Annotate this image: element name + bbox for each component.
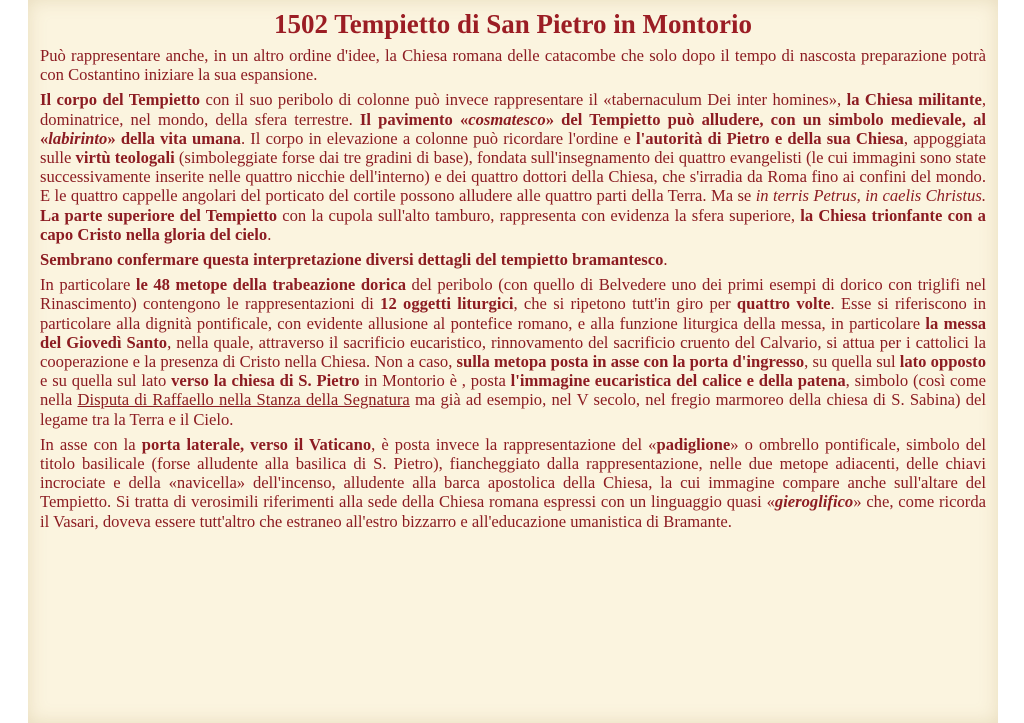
text-run: labirinto <box>48 128 108 148</box>
document-page <box>28 0 998 723</box>
paragraph-2 <box>40 90 986 244</box>
text-run: , nella quale, attraverso il sacrificio eucaristico, rinnovamento del sacrificio cruento del Calvario, si attua per i cattolici la cooperazione e la presenza di Cristo nella Chiesa. Non a caso, <box>40 332 986 372</box>
text-run: in Montorio è , posta <box>359 371 511 391</box>
text-run: la messa del Giovedì Santo <box>40 313 986 352</box>
text-run: 12 oggetti liturgici <box>380 294 514 314</box>
text-run: del peribolo (con quello di Belvedere uno dei primi esempi di dorico con triglifi nel Rinascimento) contengono le rappresentazioni di <box>40 275 986 314</box>
document-body <box>28 46 998 531</box>
text-run: . Il corpo in elevazione a colonne può ricordare l'ordine e <box>240 128 637 148</box>
text-run: l'immagine eucaristica del calice e della patena <box>510 371 846 391</box>
text-run: , che si ripetono tutt'in giro per <box>513 294 737 314</box>
text-run: con il suo peribolo di colonne può invece rappresentare il «tabernaculum Dei inter homines», <box>200 90 847 110</box>
text-run: la Chiesa militante <box>846 90 982 110</box>
underlined-reference: Disputa di Raffaello nella Stanza della Segnatura <box>77 390 410 410</box>
paragraph-4 <box>40 275 986 429</box>
text-run: verso la chiesa di S. Pietro <box>171 371 360 391</box>
text-run: in terris Petrus, in caelis Christus. <box>755 186 986 206</box>
text-run: la Chiesa trionfante con a capo Cristo nella gloria del cielo <box>40 205 986 244</box>
text-run: Sembrano confermare questa interpretazione diversi dettagli del tempietto bramantesco <box>40 250 664 270</box>
text-run: » della vita umana <box>107 128 241 148</box>
text-run: La parte superiore del Tempietto <box>40 205 278 225</box>
text-run: virtù teologali <box>75 148 175 168</box>
text-run: In particolare <box>40 275 136 295</box>
text-run: e su quella sul lato <box>40 371 172 391</box>
text-run: le 48 metope della trabeazione dorica <box>135 275 406 295</box>
page-title: 1502 Tempietto di San Pietro in Montorio <box>273 9 752 39</box>
text-run: con la cupola sull'alto tamburo, rappresenta con evidenza la sfera superiore, <box>277 205 801 225</box>
text-run: , appoggiata sulle <box>40 128 986 168</box>
text-run: sulla metopa posta in asse con la porta d'ingresso <box>456 352 805 372</box>
text-run: . <box>267 224 272 244</box>
paragraph-5 <box>40 435 986 531</box>
text-run: Può rappresentare anche, in un altro ordine d'idee, la Chiesa romana delle catacombe che solo dopo il tempo di nascosta preparazione potrà con Costantino iniziare la sua espansione. <box>40 46 986 85</box>
text-run: Il corpo del Tempietto <box>40 90 201 110</box>
text-run: . <box>663 250 668 270</box>
text-run: » del Tempietto può alludere, con un simbolo medievale, al « <box>40 109 987 148</box>
text-run: Il pavimento « <box>359 109 469 129</box>
paragraph-1 <box>40 46 986 84</box>
text-run: . Esse si riferiscono in particolare alla dignità pontificale, con evidente allusione al pontefice romano, e alla funzione liturgica della messa, in particolare <box>40 294 987 333</box>
text-run: In asse con la <box>40 434 142 454</box>
text-run: , simbolo (così come nella <box>40 371 986 410</box>
text-run: , è posta invece la rappresentazione del « <box>371 434 657 454</box>
text-run: » o ombrello pontificale, simbolo del titolo basilicale (forse alludente alla basilica di S. Pietro), fiancheggiato dalla rappresentazione, nelle due metope adiacenti, delle chiavi incrociate e della «navicella» dell'incenso, alludente alla barca apostolica della Chiesa, la cui immagine compare anche sull'altare del Tempietto. Si tratta di verosimili riferimenti alla sede della Chiesa romana espressi con un linguaggio quasi « <box>40 434 986 512</box>
text-run: quattro volte <box>736 294 831 314</box>
text-run: ma già ad esempio, nel V secolo, nel fregio marmoreo della chiesa di S. Sabina) del legame tra la Terra e il Cielo. <box>40 390 986 429</box>
text-run: , dominatrice, nel mondo, della sfera terrestre. <box>40 90 986 129</box>
text-run: , su quella sul <box>804 352 900 372</box>
text-run: lato opposto <box>899 352 987 372</box>
text-run: » che, come ricorda il Vasari, doveva essere tutt'altro che estraneo all'estro bizzarro e all'educazione umanistica di Bramante. <box>40 492 986 531</box>
paragraph-3 <box>40 250 986 269</box>
text-run: padiglione <box>656 434 731 454</box>
text-run: gieroglifico <box>774 492 854 512</box>
text-run: porta laterale, verso il Vaticano <box>141 434 372 454</box>
text-run: cosmatesco <box>468 109 546 129</box>
text-run: (simboleggiate forse dai tre gradini di base), fondata sull'insegnamento dei quattro evangelisti (le cui immagini sono state successivamente inserite nelle quattro nicchie dell'interno) e dei quattro dottori della Chiesa, che s'irradia da Roma fino ai confini del mondo. E le quattro cappelle angolari del porticato del cortile possono alludere alle quattro parti della Terra. Ma se <box>40 148 986 206</box>
text-run: l'autorità di Pietro e della sua Chiesa <box>636 128 904 148</box>
